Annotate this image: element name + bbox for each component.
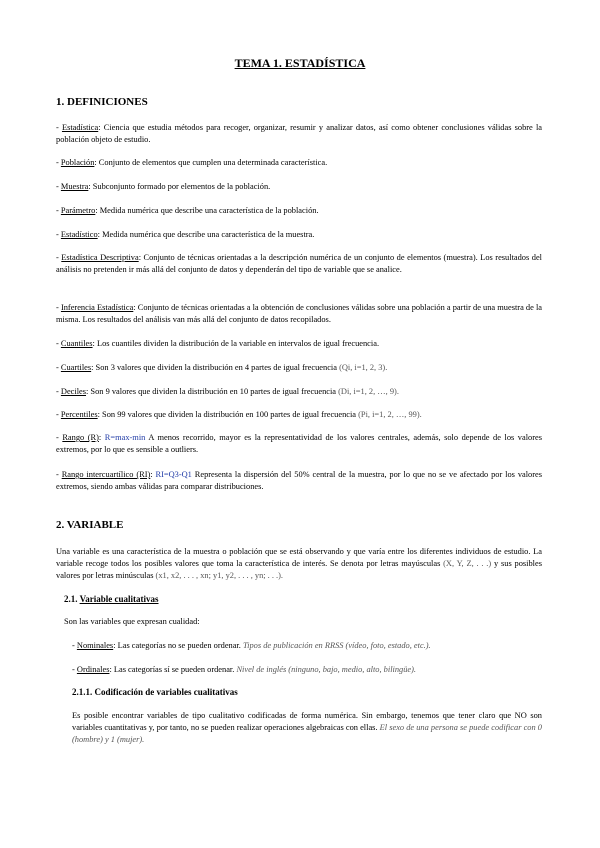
term: Nominales <box>76 641 114 650</box>
definition-text: : Medida numérica que describe una característica de la población. <box>95 206 319 215</box>
subsection-number: 2.1. <box>64 594 80 604</box>
definition-percentiles: - Percentiles: Son 99 valores que dividen la distribución en 100 partes de igual frecuencia (Pi, i=1, 2, …, 99). <box>56 410 422 419</box>
definition-text: : Ciencia que estudia métodos para recoger, organizar, resumir y analizar datos, así como obtener conclusiones válidas sobre la población objeto de estudio. <box>56 123 542 144</box>
term: Percentiles <box>60 410 98 419</box>
term: Estadística <box>61 123 99 132</box>
term: Cuantiles <box>60 339 93 348</box>
example: El sexo de una persona se puede codificar con 0 (hombre) y 1 (mujer). <box>72 723 542 744</box>
definition-text: Representa la dispersión del 50% central de la muestra, por lo que no se ve afectado por los valores extremos, siendo ambas válidas para comparar distribuciones. <box>56 470 543 491</box>
formula: R=max-min <box>104 433 146 442</box>
variable-type-ordinales: - Ordinales: Las categorías sí se pueden ordenar. Nivel de inglés (ninguno, bajo, medio, alto, bilingüe). <box>72 665 417 674</box>
term: Rango (R) <box>62 433 99 442</box>
definition-estadistica-descriptiva: - Estadística Descriptiva: Conjunto de técnicas orientadas a la descripción numérica de un conjunto de elementos (muestra). Los resultados del análisis no pretenden ir más allá del conjunto de datos y dependerán del tipo de variable que se analice. <box>56 253 542 274</box>
definition-text: : Conjunto de técnicas orientadas a la obtención de conclusiones válidas sobre una población a partir de una muestra de la misma. Los resultados del análisis van más allá del conjunto de datos recopilados. <box>56 303 543 324</box>
notation: (Di, i=1, 2, …, 9). <box>336 387 399 396</box>
section-heading-definiciones: 1. DEFINICIONES <box>56 96 148 108</box>
term: Población <box>60 158 95 167</box>
definition-text: : Las categorías no se pueden ordenar. <box>113 641 243 650</box>
definition-text: : Son 3 valores que dividen la distribución en 4 partes de igual frecuencia <box>91 363 337 372</box>
notation: (x1, x2, . . . , xn; y1, y2, . . . , yn; . . .). <box>155 571 284 580</box>
definition-muestra: - Muestra: Subconjunto formado por elementos de la población. <box>56 182 271 191</box>
subsection-heading-cualitativas <box>64 593 542 605</box>
definition-rango-intercuartilico: - Rango intercuartílico (RI): RI=Q3-Q1 Representa la dispersión del 50% central de la muestra, por lo que no se ve afectado por los valores extremos, siendo ambas válidas para comparar distribuciones. <box>56 470 543 491</box>
term: Estadística Descriptiva <box>61 253 139 262</box>
definition-deciles: - Deciles: Son 9 valores que dividen la distribución en 10 partes de igual frecuencia (Di, i=1, 2, …, 9). <box>56 387 399 396</box>
definition-parametro: - Parámetro: Medida numérica que describe una característica de la población. <box>56 206 319 215</box>
definition-text: : Conjunto de técnicas orientadas a la descripción numérica de un conjunto de elementos (muestra). Los resultados del análisis no pretenden ir más allá del conjunto de datos y dependerán del tipo de variable que se analice. <box>56 253 542 274</box>
definition-text: : Conjunto de elementos que cumplen una determinada característica. <box>94 158 328 167</box>
definition-text: A menos recorrido, mayor es la representatividad de los valores centrales, además, solo depende de los valores extremos, por lo que es sensible a outliers. <box>56 433 542 454</box>
notation: (Pi, i=1, 2, …, 99). <box>356 410 422 419</box>
term: Estadístico <box>60 230 98 239</box>
term: Ordinales <box>76 665 110 674</box>
document-title: TEMA 1. ESTADÍSTICA <box>234 56 366 70</box>
notation: (X, Y, Z, . . .) <box>443 559 492 568</box>
term: Muestra <box>60 182 89 191</box>
definition-estadistico: - Estadístico: Medida numérica que describe una característica de la muestra. <box>56 230 315 239</box>
definition-text: : Son 99 valores que dividen la distribución en 100 partes de igual frecuencia <box>97 410 357 419</box>
section-heading-variable: 2. VARIABLE <box>56 519 124 531</box>
definition-text: : Medida numérica que describe una característica de la muestra. <box>97 230 315 239</box>
example: Tipos de publicación en RRSS (vídeo, foto, estado, etc.). <box>242 641 431 650</box>
definition-cuantiles: - Cuantiles: Los cuantiles dividen la distribución de la variable en intervalos de igual frecuencia. <box>56 339 380 348</box>
subsection-title: Variable cualitativas <box>79 594 159 604</box>
intro-text: y sus posibles valores por letras minúsculas <box>56 559 542 580</box>
term: Rango intercuartílico (RI) <box>61 470 151 479</box>
definition-inferencia-estadistica: - Inferencia Estadística: Conjunto de técnicas orientadas a la obtención de conclusiones válidas sobre una población a partir de una muestra de la misma. Los resultados del análisis van más allá del conjunto de datos recopilados. <box>56 303 543 324</box>
intro-text: Una variable es una característica de la muestra o población que se está observando y que varía entre los diferentes individuos de estudio. La variable recoge todos los posibles valores que toma la característica de interés. Se denota por letras mayúsculas <box>56 547 542 568</box>
variable-intro <box>56 546 542 582</box>
example: Nivel de inglés (ninguno, bajo, medio, alto, bilingüe). <box>236 665 417 674</box>
definition-text: : Los cuantiles dividen la distribución de la variable en intervalos de igual frecuencia. <box>92 339 380 348</box>
formula: RI=Q3-Q1 <box>155 470 192 479</box>
definition-rango: - Rango (R): R=max-min A menos recorrido, mayor es la representatividad de los valores centrales, además, solo depende de los valores extremos, por lo que es sensible a outliers. <box>56 433 542 454</box>
definition-text: : Subconjunto formado por elementos de la población. <box>88 182 271 191</box>
notation: (Qi, i=1, 2, 3). <box>336 363 388 372</box>
term: Parámetro <box>60 206 96 215</box>
definition-cuartiles: - Cuartiles: Son 3 valores que dividen la distribución en 4 partes de igual frecuencia (Qi, i=1, 2, 3). <box>56 363 388 372</box>
cualitativas-intro: Son las variables que expresan cualidad: <box>64 617 200 626</box>
definition-text: : Son 9 valores que dividen la distribución en 10 partes de igual frecuencia <box>86 387 337 396</box>
definition-text: : Las categorías sí se pueden ordenar. <box>109 665 237 674</box>
codificacion-text <box>72 710 542 746</box>
term: Inferencia Estadística <box>60 303 134 312</box>
term: Cuartiles <box>60 363 92 372</box>
body-text: Es posible encontrar variables de tipo cualitativo codificadas de forma numérica. Sin embargo, tenemos que tener claro que NO son variables cuantitativas y, por tanto, no se pueden realizar operaciones algebraicas con ellas. <box>72 711 542 732</box>
definition-estadistica: - Estadística: Ciencia que estudia métodos para recoger, organizar, resumir y analizar datos, así como obtener conclusiones válidas sobre la población objeto de estudio. <box>56 123 542 144</box>
term: Deciles <box>60 387 87 396</box>
variable-type-nominales: - Nominales: Las categorías no se pueden ordenar. Tipos de publicación en RRSS (vídeo, foto, estado, etc.). <box>72 641 431 650</box>
definition-poblacion: - Población: Conjunto de elementos que cumplen una determinada característica. <box>56 158 328 167</box>
subsubsection-heading-codificacion: 2.1.1. Codificación de variables cualitativas <box>72 687 238 697</box>
